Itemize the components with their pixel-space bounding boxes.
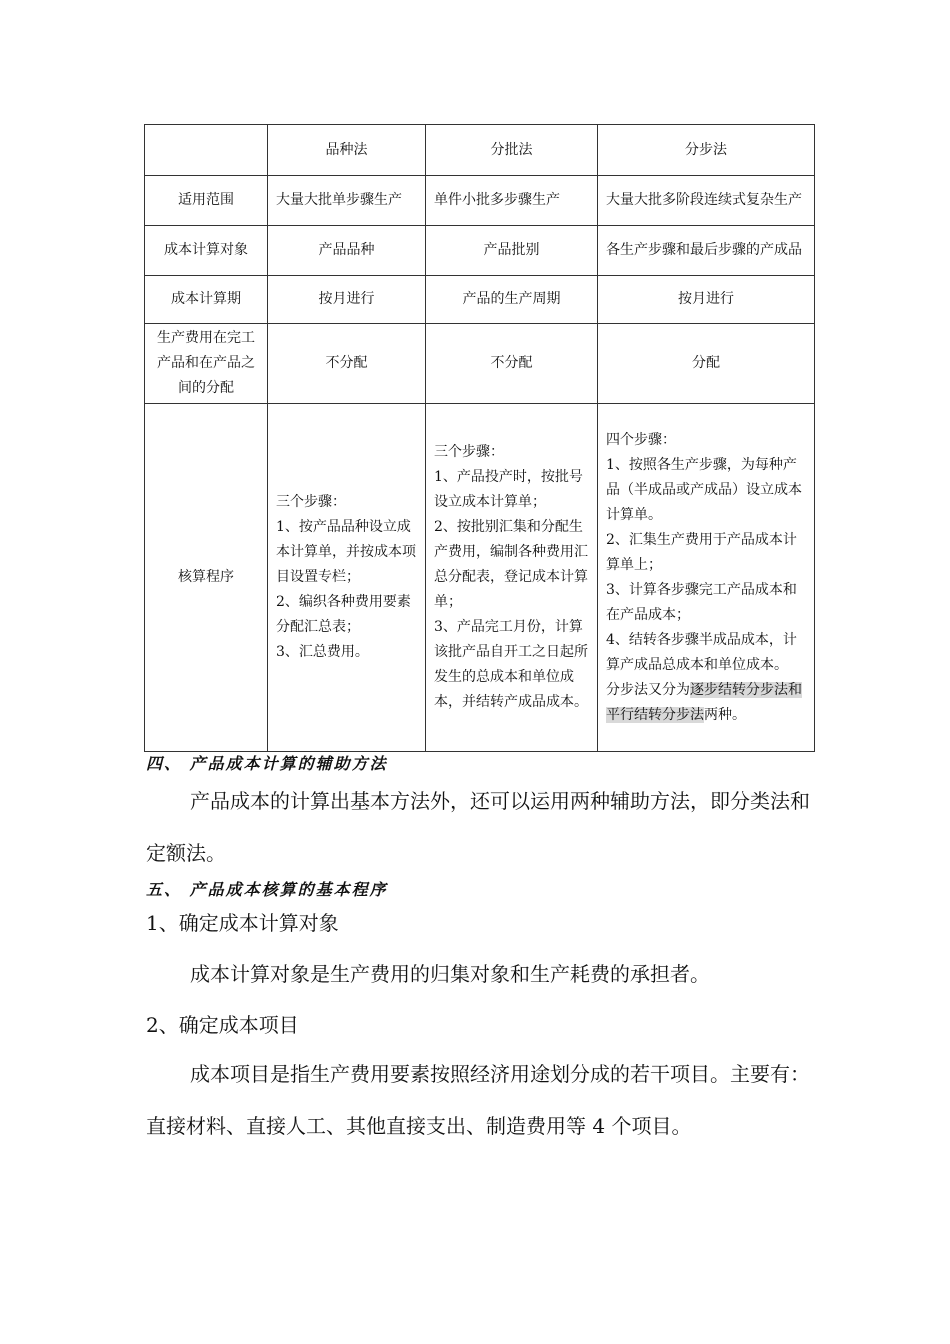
table-cell: 按月进行 [268,276,426,324]
row-label-cost-allocation: 生产费用在完工产品和在产品之间的分配 [145,324,268,404]
header-cell-step-method: 分步法 [598,125,815,176]
row-label-scope: 适用范围 [145,176,268,226]
table-cell: 单件小批多步骤生产 [426,176,598,226]
table-cell: 按月进行 [598,276,815,324]
table-cell: 不分配 [426,324,598,404]
table-cell: 产品品种 [268,226,426,276]
section-heading-4: 四、 产品成本计算的辅助方法 [146,754,388,773]
procedure-text: 三个步骤： 1、产品投产时，按批号设立成本计算单； 2、按批别汇集和分配生产费用，编制各种费用汇总分配表，登记成本计算单； 3、产品完工月份，计算该批产品自开工之日起所发生的总成本和单位成本，并结转产成品成本。 [434,444,588,710]
item2-title: 2、确定成本项目 [146,1013,299,1037]
row-label-cost-period: 成本计算期 [145,276,268,324]
table-cell: 大量大批单步骤生产 [268,176,426,226]
table-cell: 分配 [598,324,815,404]
table-row [145,176,815,226]
header-cell-variety-method: 品种法 [268,125,426,176]
note-prefix: 分步法又分为 [606,681,690,698]
note-suffix: 两种。 [704,706,746,723]
step-method-note [606,678,806,728]
table-row [145,276,815,324]
procedure-text: 四个步骤： 1、按照各生产步骤，为每种产品（半成品或产成品）设立成本计算单。 2、汇集生产费用于产品成本计算单上； 3、计算各步骤完工产品成本和在产品成本； 4、结转各步骤半成品成本，计算产成品总成本和单位成本。 [606,431,802,673]
item1-body: 成本计算对象是生产费用的归集对象和生产耗费的承担者。 [190,962,710,986]
item2-body: 成本项目是指生产费用要素按照经济用途划分成的若干项目。主要有：直接材料、直接人工、其他直接支出、制造费用等 4 个项目。 [146,1062,810,1138]
procedure-batch-method [426,404,598,752]
table-cell: 不分配 [268,324,426,404]
row-label-procedure: 核算程序 [145,404,268,752]
procedure-variety-method [268,404,426,752]
section-heading-5: 五、 产品成本核算的基本程序 [146,880,388,899]
highlighted-text: 逐步结转分步法和平行结转分步法 [606,681,802,723]
procedure-step-method [598,404,815,752]
table-cell: 产品批别 [426,226,598,276]
table-cell: 产品的生产周期 [426,276,598,324]
item1-title: 1、确定成本计算对象 [146,911,339,935]
table-cell: 大量大批多阶段连续式复杂生产 [598,176,815,226]
table-row [145,226,815,276]
table-row [145,324,815,404]
table-header-row [145,125,815,176]
table-row [145,404,815,752]
section4-paragraph: 产品成本的计算出基本方法外，还可以运用两种辅助方法，即分类法和定额法。 [146,789,810,865]
table-cell: 各生产步骤和最后步骤的产成品 [598,226,815,276]
cost-method-comparison-table [144,124,815,752]
header-cell-batch-method: 分批法 [426,125,598,176]
header-cell-empty [145,125,268,176]
procedure-text: 三个步骤： 1、按产品品种设立成本计算单，并按成本项目设置专栏； 2、编织各种费用要素分配汇总表； 3、汇总费用。 [276,494,416,660]
row-label-cost-object: 成本计算对象 [145,226,268,276]
